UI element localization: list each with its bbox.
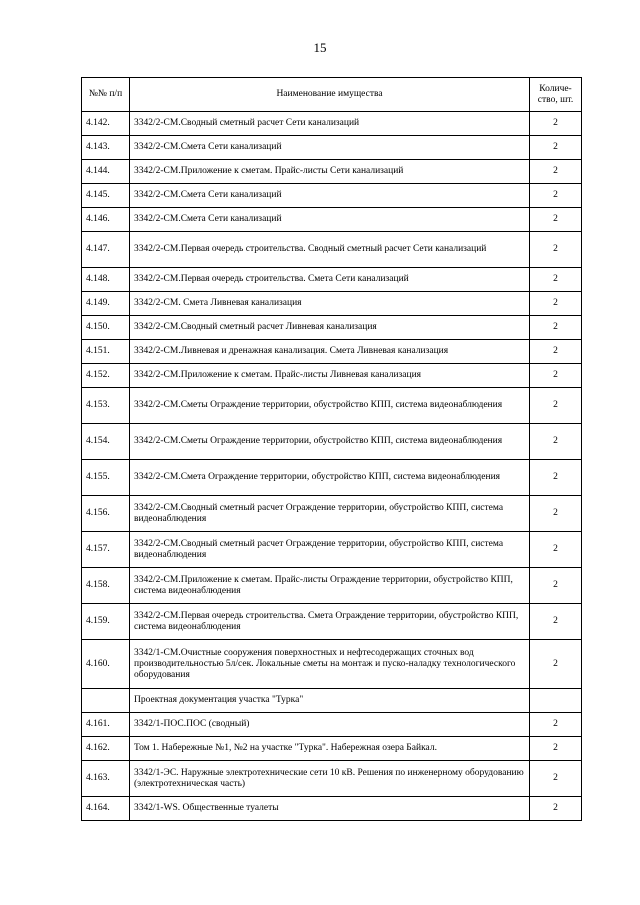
row-num: 4.145. — [82, 184, 130, 208]
row-qty: 2 — [530, 112, 582, 136]
row-qty: 2 — [530, 388, 582, 424]
row-name: 3342/2-СМ.Первая очередь строительства. Смета Сети канализаций — [130, 268, 530, 292]
row-name: 3342/1-ПОС.ПОС (сводный) — [130, 713, 530, 737]
row-num — [82, 689, 130, 713]
table-row — [82, 496, 582, 532]
row-name: 3342/2-СМ.Приложение к сметам. Прайс-листы Сети канализаций — [130, 160, 530, 184]
table-row — [82, 713, 582, 737]
row-qty: 2 — [530, 713, 582, 737]
row-num: 4.154. — [82, 424, 130, 460]
row-name: 3342/1-ЭС. Наружные электротехнические сети 10 кВ. Решения по инженерному оборудованию (электротехническая часть) — [130, 761, 530, 797]
row-name: 3342/2-СМ.Смета Сети канализаций — [130, 136, 530, 160]
row-qty: 2 — [530, 604, 582, 640]
table-row — [82, 568, 582, 604]
row-num: 4.164. — [82, 797, 130, 821]
table-row — [82, 292, 582, 316]
table-row — [82, 316, 582, 340]
row-num: 4.142. — [82, 112, 130, 136]
row-qty: 2 — [530, 316, 582, 340]
row-name: 3342/2-СМ.Сметы Ограждение территории, обустройство КПП, система видеонаблюдения — [130, 388, 530, 424]
row-qty: 2 — [530, 761, 582, 797]
row-qty: 2 — [530, 532, 582, 568]
header-name: Наименование имущества — [130, 78, 530, 112]
row-name: 3342/2-СМ.Сводный сметный расчет Ограждение территории, обустройство КПП, система видеонаблюдения — [130, 532, 530, 568]
row-num: 4.161. — [82, 713, 130, 737]
row-qty: 2 — [530, 640, 582, 689]
row-name: 3342/2-СМ.Смета Ограждение территории, обустройство КПП, система видеонаблюдения — [130, 460, 530, 496]
table-row — [82, 797, 582, 821]
inventory-table — [81, 77, 582, 821]
row-num: 4.158. — [82, 568, 130, 604]
row-name: 3342/2-СМ.Первая очередь строительства. Сводный сметный расчет Сети канализаций — [130, 232, 530, 268]
row-num: 4.160. — [82, 640, 130, 689]
row-qty: 2 — [530, 268, 582, 292]
row-name: 3342/2-СМ.Смета Сети канализаций — [130, 208, 530, 232]
row-num: 4.159. — [82, 604, 130, 640]
row-name: 3342/2-СМ.Сметы Ограждение территории, обустройство КПП, система видеонаблюдения — [130, 424, 530, 460]
header-num: №№ п/п — [82, 78, 130, 112]
row-qty: 2 — [530, 424, 582, 460]
table-header-row — [82, 78, 582, 112]
table-body — [82, 112, 582, 821]
table-row — [82, 532, 582, 568]
row-num: 4.155. — [82, 460, 130, 496]
row-num: 4.146. — [82, 208, 130, 232]
row-qty: 2 — [530, 160, 582, 184]
row-num: 4.153. — [82, 388, 130, 424]
table-row — [82, 268, 582, 292]
row-qty: 2 — [530, 136, 582, 160]
row-num: 4.163. — [82, 761, 130, 797]
row-qty: 2 — [530, 208, 582, 232]
table-row — [82, 340, 582, 364]
row-qty: 2 — [530, 496, 582, 532]
table-row — [82, 388, 582, 424]
row-qty: 2 — [530, 568, 582, 604]
row-num: 4.162. — [82, 737, 130, 761]
row-num: 4.150. — [82, 316, 130, 340]
row-name: 3342/2-СМ.Сводный сметный расчет Ограждение территории, обустройство КПП, система видеонаблюдения — [130, 496, 530, 532]
row-name: Том 1. Набережные №1, №2 на участке "Турка". Набережная озера Байкал. — [130, 737, 530, 761]
table-row — [82, 160, 582, 184]
section-row — [82, 689, 582, 713]
row-name: 3342/2-СМ.Смета Сети канализаций — [130, 184, 530, 208]
row-qty: 2 — [530, 292, 582, 316]
row-num: 4.152. — [82, 364, 130, 388]
table-row — [82, 424, 582, 460]
section-title: Проектная документация участка "Турка" — [130, 689, 530, 713]
row-num: 4.156. — [82, 496, 130, 532]
row-num: 4.148. — [82, 268, 130, 292]
page-number: 15 — [313, 40, 327, 55]
table-row — [82, 208, 582, 232]
table-row — [82, 232, 582, 268]
row-name: 3342/2-СМ.Ливневая и дренажная канализация. Смета Ливневая канализация — [130, 340, 530, 364]
table-row — [82, 184, 582, 208]
table-row — [82, 604, 582, 640]
row-name: 3342/2-СМ.Приложение к сметам. Прайс-листы Ливневая канализация — [130, 364, 530, 388]
row-qty: 2 — [530, 364, 582, 388]
table-row — [82, 761, 582, 797]
row-qty: 2 — [530, 232, 582, 268]
table-row — [82, 112, 582, 136]
table-row — [82, 364, 582, 388]
row-num: 4.151. — [82, 340, 130, 364]
row-name: 3342/2-СМ.Сводный сметный расчет Ливневая канализация — [130, 316, 530, 340]
row-qty — [530, 689, 582, 713]
row-name: 3342/2-СМ.Сводный сметный расчет Сети канализаций — [130, 112, 530, 136]
row-name: 3342/2-СМ. Смета Ливневая канализация — [130, 292, 530, 316]
row-name: 3342/2-СМ.Приложение к сметам. Прайс-листы Ограждение территории, обустройство КПП, система видеонаблюдения — [130, 568, 530, 604]
table-row — [82, 737, 582, 761]
row-num: 4.157. — [82, 532, 130, 568]
header-qty: Количе-ство, шт. — [530, 78, 582, 112]
row-num: 4.144. — [82, 160, 130, 184]
row-qty: 2 — [530, 737, 582, 761]
row-qty: 2 — [530, 460, 582, 496]
row-qty: 2 — [530, 797, 582, 821]
row-num: 4.149. — [82, 292, 130, 316]
row-qty: 2 — [530, 340, 582, 364]
row-qty: 2 — [530, 184, 582, 208]
row-name: 3342/2-СМ.Первая очередь строительства. Смета Ограждение территории, обустройство КПП, система видеонаблюдения — [130, 604, 530, 640]
table-row — [82, 136, 582, 160]
row-name: 3342/1-СМ.Очистные сооружения поверхностных и нефтесодержащих сточных вод производительностью 5л/сек. Локальные сметы на монтаж и пуско-наладку технологического оборудования — [130, 640, 530, 689]
row-num: 4.147. — [82, 232, 130, 268]
row-name: 3342/1-WS. Общественные туалеты — [130, 797, 530, 821]
table-row — [82, 640, 582, 689]
row-num: 4.143. — [82, 136, 130, 160]
table-row — [82, 460, 582, 496]
